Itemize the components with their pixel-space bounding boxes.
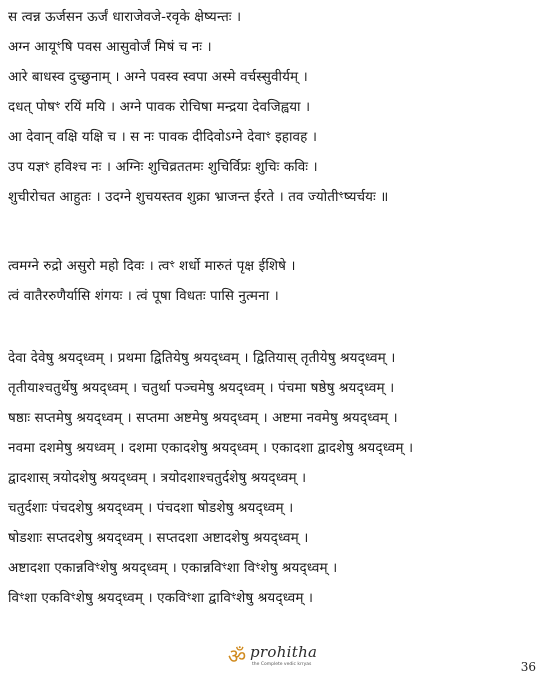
verse-line: चतुर्दशाः पंचदशेषु श्रयद्ध्वम् । पंचदशा षोडशेषु श्रयद्ध्वम् । — [8, 500, 294, 516]
verse-line: अग्न आयूꣳषि पवस आसुवोर्जं मिषं च नः । — [8, 39, 212, 55]
verse-line: आ देवान् वक्षि यक्षि च । स नः पावक दीदिवोऽग्ने देवाꣳ इहावह । — [8, 129, 318, 145]
om-logo-icon — [225, 644, 249, 668]
verse-line: उप यज्ञꣳ हविश्च नः । अग्निः शुचिव्रततमः शुचिर्विप्रः शुचिः कविः । — [8, 159, 318, 175]
verse-block-2 — [8, 251, 544, 311]
brand-name: prohitha — [250, 643, 318, 661]
brand-tagline: the Complete vedic krryas — [252, 662, 312, 667]
verse-line: विꣳशा एकविꣳशेषु श्रयद्ध्वम् । एकविꣳशा द्वाविꣳशेषु श्रयद्ध्वम् । — [8, 590, 314, 606]
verse-block-1 — [8, 2, 544, 212]
verse-line: त्वमग्ने रुद्रो असुरो महो दिवः । त्वꣳ शर्धो मारुतं पृक्ष ईशिषे । — [8, 258, 296, 274]
footer-logo — [225, 642, 335, 672]
verse-line: नवमा दशमेषु श्रयध्वम् । दशमा एकादशेषु श्रयद्ध्वम् । एकादशा द्वादशेषु श्रयद्ध्वम् । — [8, 440, 414, 456]
verse-line: देवा देवेषु श्रयद्ध्वम् । प्रथमा द्वितियेषु श्रयद्ध्वम् । द्वितियास् तृतीयेषु श्रयद्ध्वम् । — [8, 350, 396, 366]
verse-line: त्वं वातैररुणैर्यासि शंगयः । त्वं पूषा विधतः पासि नुत्मना । — [8, 288, 279, 304]
verse-line: द्वादशास् त्रयोदशेषु श्रयद्ध्वम् । त्रयोदशाश्चतुर्दशेषु श्रयद्ध्वम् । — [8, 470, 307, 486]
verse-line: स त्वन्न ऊर्जसन ऊर्जं धाराजेवजे-रवृके क्षेष्यन्तः । — [8, 9, 242, 25]
page-number: 36 — [520, 660, 536, 674]
verse-line: अष्टादशा एकान्नविꣳशेषु श्रयद्ध्वम् । एकान्नविꣳशा विꣳशेषु श्रयद्ध्वम् । — [8, 560, 338, 576]
verse-block-3 — [8, 343, 544, 613]
verse-line: शुचीरोचत आहुतः । उदग्ने शुचयस्तव शुक्रा भ्राजन्त ईरते । तव ज्योतीꣳष्यर्चयः ॥ — [8, 189, 389, 205]
verse-line: षष्ठाः सप्तमेषु श्रयद्ध्वम् । सप्तमा अष्टमेषु श्रयद्ध्वम् । अष्टमा नवमेषु श्रयद्ध्वम् । — [8, 410, 398, 426]
verse-line: आरे बाधस्व दुच्छुनाम् । अग्ने पवस्व स्वपा अस्मे वर्चस्सुवीर्यम् । — [8, 69, 308, 85]
svg-text:ॐ: ॐ — [227, 644, 247, 668]
verse-line: दधत् पोषꣳ रयिं मयि । अग्ने पावक रोचिषा मन्द्रया देवजिह्वया । — [8, 99, 311, 115]
verse-line: तृतीयाश्चतुर्थेषु श्रयद्ध्वम् । चतुर्था पञ्चमेषु श्रयद्ध्वम् । पंचमा षष्ठेषु श्रयद्ध्वम् । — [8, 380, 395, 396]
verse-line: षोडशाः सप्तदशेषु श्रयद्ध्वम् । सप्तदशा अष्टादशेषु श्रयद्ध्वम् । — [8, 530, 309, 546]
